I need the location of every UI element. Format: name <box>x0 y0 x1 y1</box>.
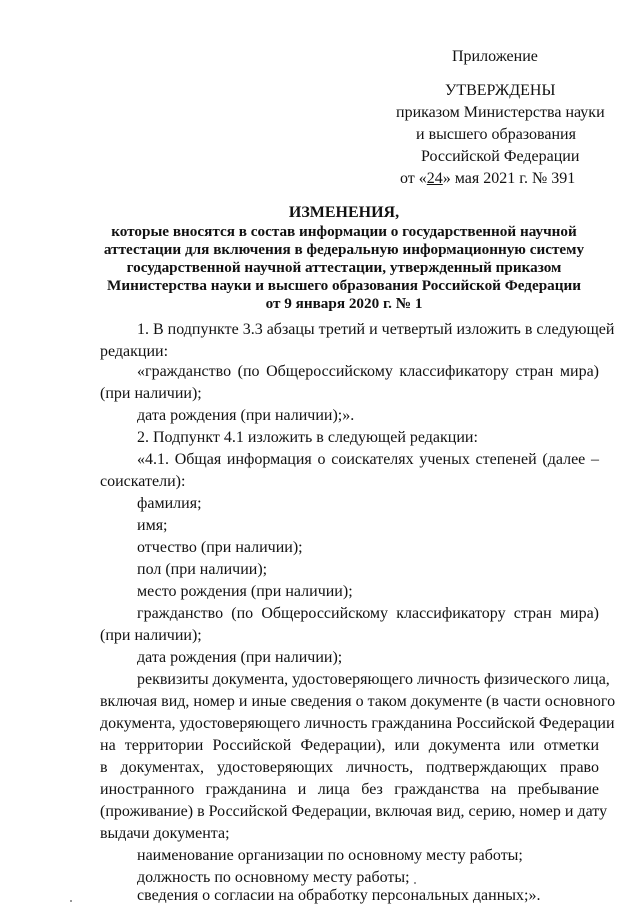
field-patronymic: отчество (при наличии); <box>137 539 303 556</box>
field-document-line-6: иностранного гражданина и лица без гражданства на пребывание <box>100 781 599 798</box>
field-document-line-5: в документах, удостоверяющих личность, подтверждающих право <box>100 759 599 776</box>
paragraph-5-line-1: «4.1. Общая информация о соискателях ученых степеней (далее – <box>137 451 599 468</box>
order-date-day: 24 <box>426 170 443 187</box>
field-birthdate: дата рождения (при наличии); <box>137 649 343 666</box>
field-document-line-8: выдачи документа; <box>100 825 230 842</box>
scan-speck <box>414 882 416 884</box>
field-consent: сведения о согласии на обработку персональных данных;». <box>137 887 541 904</box>
field-position: должность по основному месту работы; <box>137 869 410 886</box>
paragraph-1-line-2: редакции: <box>100 343 169 360</box>
title-line-4: Министерства науки и высшего образования Российской Федерации <box>106 277 582 294</box>
field-document-line-4: на территории Российской Федерации), или документа или отметки <box>100 737 599 754</box>
field-document-line-2: включая вид, номер и иные сведения о таком документе (в части основного <box>100 693 616 710</box>
approved-label: УТВЕРЖДЕНЫ <box>445 82 556 99</box>
order-line-1: приказом Министерства науки <box>396 104 605 121</box>
field-name: имя; <box>137 517 168 534</box>
field-citizenship-line-1: гражданство (по Общероссийскому классификатору стран мира) <box>137 605 599 622</box>
paragraph-1-line-1: 1. В подпункте 3.3 абзацы третий и четвертый изложить в следующей <box>137 321 615 338</box>
order-line-2: и высшего образования <box>416 126 576 143</box>
scan-speck <box>70 900 72 902</box>
title-line-2: аттестации для включения в федеральную информационную систему <box>103 241 585 258</box>
field-birthplace: место рождения (при наличии); <box>137 583 353 600</box>
title-line-1: которые вносятся в состав информации о государственной научной <box>111 223 577 240</box>
field-sex: пол (при наличии); <box>137 561 268 578</box>
order-date <box>400 169 575 188</box>
field-document-line-7: (проживание) в Российской Федерации, включая вид, серию, номер и дату <box>100 803 608 820</box>
paragraph-4: 2. Подпункт 4.1 изложить в следующей редакции: <box>137 429 478 446</box>
appendix-label: Приложение <box>452 48 538 65</box>
title-line-5: от 9 января 2020 г. № 1 <box>265 295 423 312</box>
paragraph-5-line-2: соискатели): <box>100 473 186 490</box>
document-title: ИЗМЕНЕНИЯ, <box>288 204 400 221</box>
paragraph-2-line-2: (при наличии); <box>100 385 202 402</box>
paragraph-3: дата рождения (при наличии);». <box>137 407 355 424</box>
order-date-suffix: » мая 2021 г. № 391 <box>442 170 576 187</box>
paragraph-2-line-1: «гражданство (по Общероссийскому классификатору стран мира) <box>137 363 599 380</box>
field-citizenship-line-2: (при наличии); <box>100 627 202 644</box>
order-line-3: Российской Федерации <box>421 148 580 165</box>
field-document-line-3: документа, удостоверяющего личность гражданина Российской Федерации <box>100 715 615 732</box>
field-surname: фамилия; <box>137 495 202 512</box>
order-date-prefix: от « <box>400 170 427 187</box>
field-document-line-1: реквизиты документа, удостоверяющего личность физического лица, <box>137 671 610 688</box>
field-employer: наименование организации по основному месту работы; <box>137 847 523 864</box>
title-line-3: государственной научной аттестации, утвержденный приказом <box>126 259 562 276</box>
